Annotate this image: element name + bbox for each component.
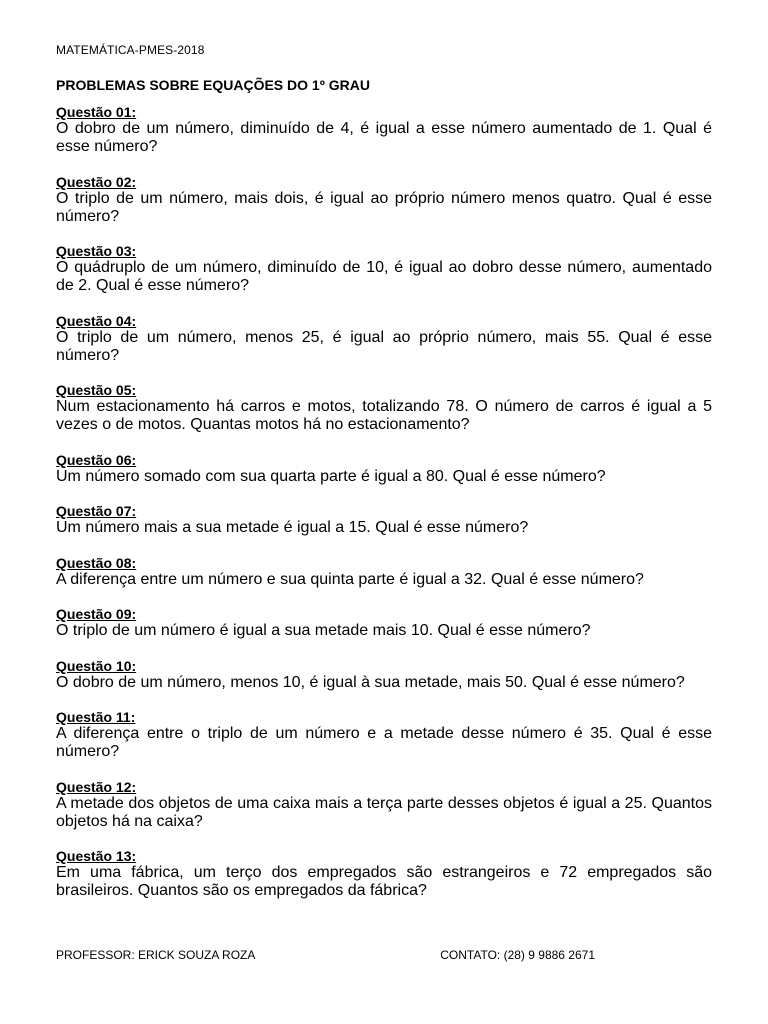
question-text: A diferença entre um número e sua quinta parte é igual a 32. Qual é esse número? xyxy=(56,570,644,588)
question-01 xyxy=(56,104,712,156)
question-12 xyxy=(56,779,712,831)
document-title: PROBLEMAS SOBRE EQUAÇÕES DO 1º GRAU xyxy=(56,77,370,93)
question-label: Questão 05: xyxy=(56,382,137,398)
question-06 xyxy=(56,452,712,486)
question-text: Um número mais a sua metade é igual a 15. Qual é esse número? xyxy=(56,519,529,536)
question-list xyxy=(56,104,712,900)
question-04 xyxy=(56,313,712,365)
question-text: Em uma fábrica, um terço dos empregados são estrangeiros e 72 empregados são brasileiros. Quantos são os empregados da fábrica? xyxy=(56,864,712,899)
question-label: Questão 08: xyxy=(56,554,137,571)
document-footer xyxy=(56,948,712,962)
question-label: Questão 12: xyxy=(56,778,137,795)
question-07 xyxy=(56,503,712,537)
question-label: Questão 06: xyxy=(56,451,137,468)
question-text: Um número somado com sua quarta parte é igual a 80. Qual é esse número? xyxy=(56,467,606,485)
question-label: Questão 02: xyxy=(56,173,137,190)
question-text: O triplo de um número, mais dois, é igual ao próprio número menos quatro. Qual é esse número? xyxy=(56,189,712,225)
question-08 xyxy=(56,555,712,589)
question-text: O dobro de um número, diminuído de 4, é igual a esse número aumentado de 1. Qual é esse número? xyxy=(56,120,712,155)
contact-phone: CONTATO: (28) 9 9886 2671 xyxy=(440,948,595,962)
question-label: Questão 13: xyxy=(56,848,137,864)
question-09 xyxy=(56,606,712,640)
question-label: Questão 04: xyxy=(56,312,137,329)
question-text: A metade dos objetos de uma caixa mais a terça parte desses objetos é igual a 25. Quantos objetos há na caixa? xyxy=(56,794,712,830)
question-label: Questão 10: xyxy=(56,657,137,674)
question-label: Questão 11: xyxy=(56,709,136,725)
question-label: Questão 07: xyxy=(56,503,137,519)
question-text: O dobro de um número, menos 10, é igual à sua metade, mais 50. Qual é esse número? xyxy=(56,673,685,691)
question-03 xyxy=(56,243,712,295)
professor-name: PROFESSOR: ERICK SOUZA ROZA xyxy=(56,948,256,962)
question-05 xyxy=(56,382,712,434)
question-text: Num estacionamento há carros e motos, totalizando 78. O número de carros é igual a 5 vezes o de motos. Quantas motos há no estacionamento? xyxy=(56,398,712,433)
question-13 xyxy=(56,848,712,900)
question-text: O triplo de um número, menos 25, é igual ao próprio número, mais 55. Qual é esse número? xyxy=(56,328,712,364)
question-02 xyxy=(56,174,712,226)
question-11 xyxy=(56,709,712,761)
question-text: O triplo de um número é igual a sua metade mais 10. Qual é esse número? xyxy=(56,622,591,639)
question-10 xyxy=(56,658,712,692)
question-label: Questão 03: xyxy=(56,243,137,259)
question-text: A diferença entre o triplo de um número e a metade desse número é 35. Qual é esse número? xyxy=(56,725,712,760)
question-label: Questão 09: xyxy=(56,606,137,622)
question-label: Questão 01: xyxy=(56,104,137,120)
question-text: O quádruplo de um número, diminuído de 10, é igual ao dobro desse número, aumentado de 2. Qual é esse número? xyxy=(56,259,712,294)
document-header: MATEMÁTICA-PMES-2018 xyxy=(56,43,205,57)
